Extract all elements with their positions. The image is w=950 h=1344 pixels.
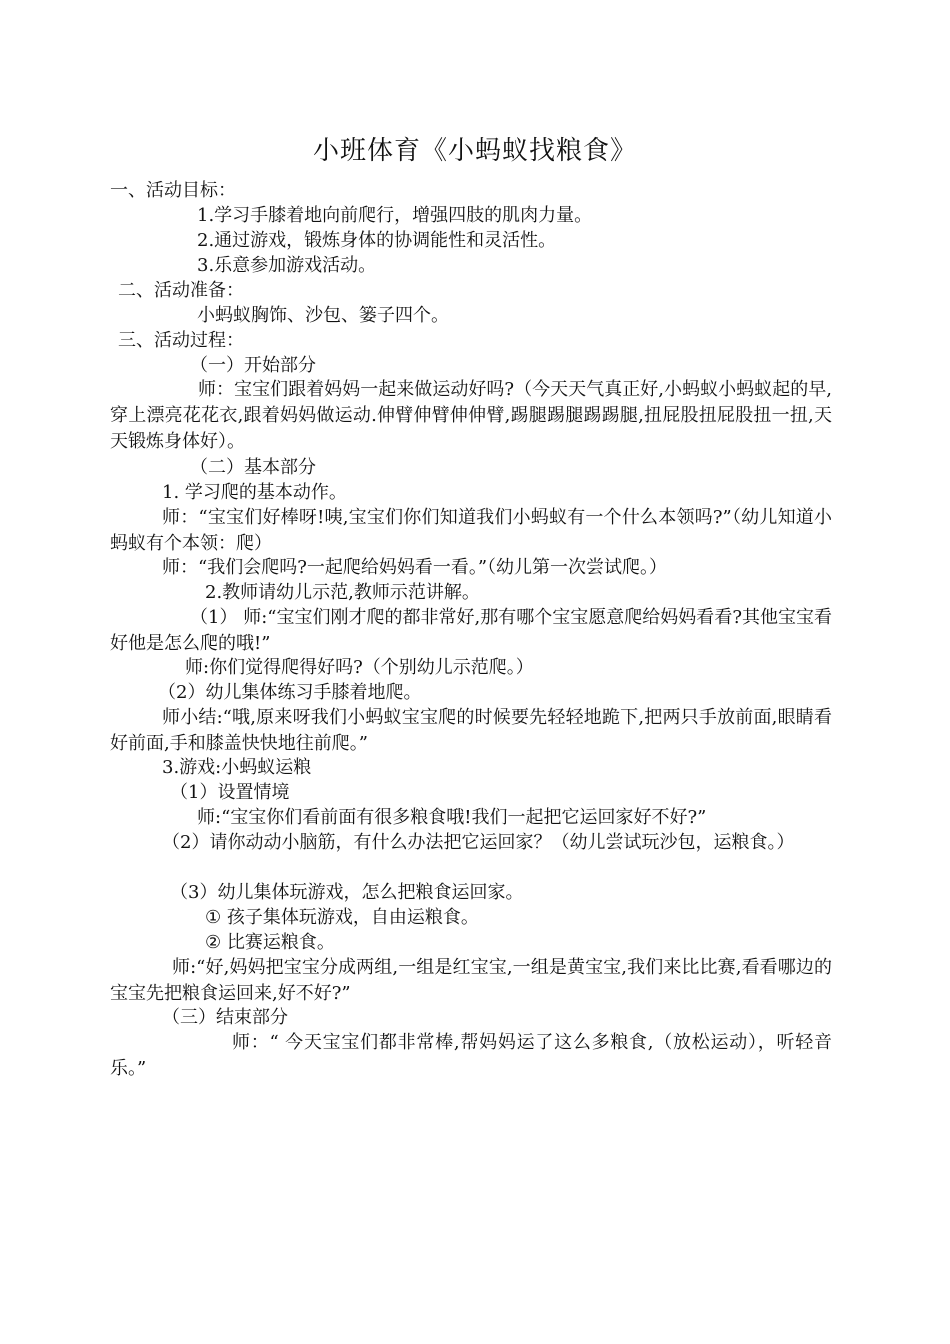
item2-summary: 师小结:“哦,原来呀我们小蚂蚁宝宝爬的时候要先轻轻地跪下,把两只手放前面,眼睛看好前面,手和膝盖快快地往前爬。” xyxy=(110,707,832,754)
part1-heading: （一）开始部分 xyxy=(190,355,316,376)
part3-heading: （三）结束部分 xyxy=(162,1007,288,1028)
item2-heading: 2.教师请幼儿示范,教师示范讲解。 xyxy=(205,582,480,603)
goal-item-3: 3.乐意参加游戏活动。 xyxy=(197,255,377,276)
part2-heading: （二）基本部分 xyxy=(190,457,316,478)
materials-text: 小蚂蚁胸饰、沙包、篓子四个。 xyxy=(197,305,449,326)
item3-sub1: （1）设置情境 xyxy=(170,782,290,803)
goal-item-2: 2.通过游戏，锻炼身体的协调能性和灵活性。 xyxy=(197,230,557,251)
section-heading-process: 三、活动过程： xyxy=(118,330,244,351)
document-title: 小班体育《小蚂蚁找粮食》 xyxy=(312,136,637,166)
item3-sub3a: ① 孩子集体玩游戏，自由运粮食。 xyxy=(205,907,479,928)
section-heading-goals: 一、活动目标： xyxy=(110,180,236,201)
section-heading-preparation: 二、活动准备： xyxy=(118,280,244,301)
item3-sub1-dialog: 师:“宝宝你们看前面有很多粮食哦!我们一起把它运回家好不好?” xyxy=(197,807,707,828)
goal-item-1: 1.学习手膝着地向前爬行，增强四肢的肌肉力量。 xyxy=(197,205,593,226)
item3-dialog: 师:“好,妈妈把宝宝分成两组,一组是红宝宝,一组是黄宝宝,我们来比比赛,看看哪边的宝宝先把粮食运回来,好不好?” xyxy=(110,957,832,1004)
item2-sub1: （1） 师:“宝宝们刚才爬的都非常好,那有哪个宝宝愿意爬给妈妈看看?其他宝宝看好他是怎么爬的哦!” xyxy=(110,607,832,654)
part1-text: 师：宝宝们跟着妈妈一起来做运动好吗?（今天天气真正好,小蚂蚁小蚂蚁起的早,穿上漂亮花花衣,跟着妈妈做运动.伸臂伸臂伸伸臂,踢腿踢腿踢踢腿,扭屁股扭屁股扭一扭,天天锻炼身体好）。 xyxy=(110,379,832,452)
item2-sub2: （2）幼儿集体练习手膝着地爬。 xyxy=(158,682,422,703)
item3-heading: 3.游戏:小蚂蚁运粮 xyxy=(162,757,312,778)
item3-sub2: （2）请你动动小脑筋，有什么办法把它运回家？（幼儿尝试玩沙包，运粮食。） xyxy=(162,832,795,853)
item1-dialog: 师：“宝宝们好棒呀!咦,宝宝们你们知道我们小蚂蚁有一个什么本领吗?”（幼儿知道小蚂蚁有个本领：爬） xyxy=(110,507,832,554)
item1-heading: 1. 学习爬的基本动作。 xyxy=(162,482,347,503)
part3-text: 师：“ 今天宝宝们都非常棒,帮妈妈运了这么多粮食,（放松运动），听轻音乐。” xyxy=(110,1032,832,1079)
item3-sub3b: ② 比赛运粮食。 xyxy=(205,932,335,953)
item1-dialog-2: 师：“我们会爬吗?一起爬给妈妈看一看。”（幼儿第一次尝试爬。） xyxy=(162,557,668,578)
item3-sub3: （3）幼儿集体玩游戏，怎么把粮食运回家。 xyxy=(170,882,524,903)
item2-sub1b: 师:你们觉得爬得好吗?（个别幼儿示范爬。） xyxy=(185,657,534,678)
